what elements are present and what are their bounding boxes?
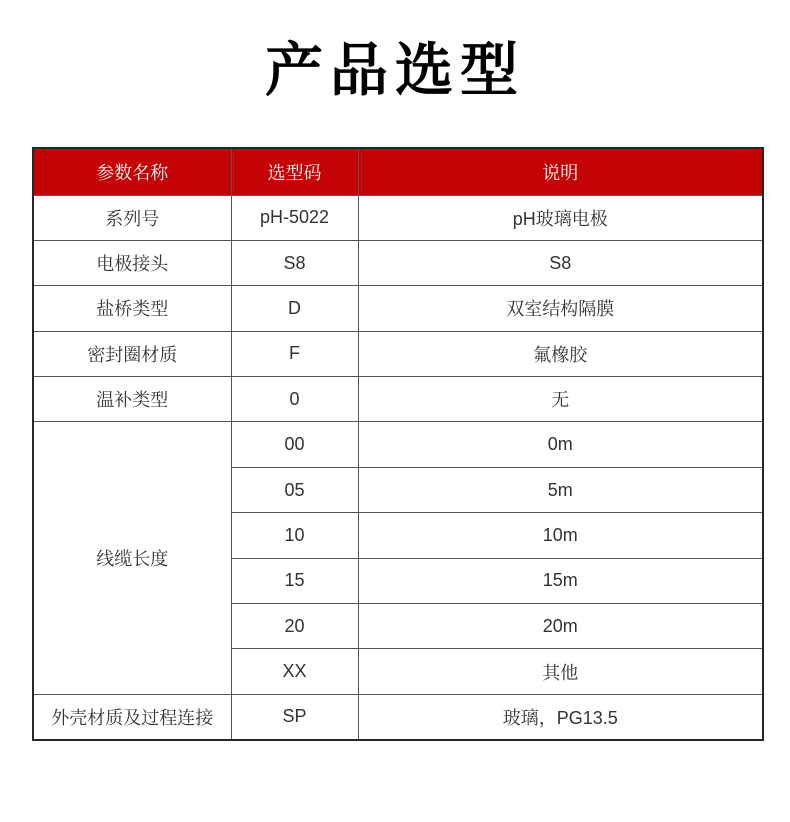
cell-param: 外壳材质及过程连接 — [33, 694, 231, 739]
cell-code: 15 — [231, 558, 358, 603]
cell-desc: S8 — [358, 240, 763, 285]
cell-desc: 10m — [358, 513, 763, 558]
table-row-housing-process-connection — [33, 694, 763, 739]
table-row-connector — [33, 240, 763, 285]
cell-desc: 15m — [358, 558, 763, 603]
cell-code: D — [231, 286, 358, 331]
cell-desc: 0m — [358, 422, 763, 467]
cell-param: 盐桥类型 — [33, 286, 231, 331]
header-cell-selection-code: 选型码 — [231, 148, 358, 195]
cell-param: 温补类型 — [33, 377, 231, 422]
cell-code: SP — [231, 694, 358, 739]
table-row-cable-length-00 — [33, 422, 763, 467]
cell-desc: 氟橡胶 — [358, 331, 763, 376]
cell-code: 10 — [231, 513, 358, 558]
cell-param: 系列号 — [33, 195, 231, 240]
header-cell-description: 说明 — [358, 148, 763, 195]
cell-desc: 无 — [358, 377, 763, 422]
cell-code: 0 — [231, 377, 358, 422]
cell-param-cable-length: 线缆长度 — [33, 422, 231, 694]
cell-desc: 玻璃，PG13.5 — [358, 694, 763, 739]
cell-param: 电极接头 — [33, 240, 231, 285]
cell-code: XX — [231, 649, 358, 694]
cell-desc: 双室结构隔膜 — [358, 286, 763, 331]
cell-desc: pH玻璃电极 — [358, 195, 763, 240]
table-row-temp-compensation — [33, 377, 763, 422]
table-header-row — [33, 148, 763, 195]
cell-code: S8 — [231, 240, 358, 285]
cell-desc: 20m — [358, 604, 763, 649]
table-row-seal-material — [33, 331, 763, 376]
cell-desc: 其他 — [358, 649, 763, 694]
cell-desc: 5m — [358, 467, 763, 512]
cell-code: pH-5022 — [231, 195, 358, 240]
header-cell-param-name: 参数名称 — [33, 148, 231, 195]
table-row-series — [33, 195, 763, 240]
cell-code: 05 — [231, 467, 358, 512]
cell-param: 密封圈材质 — [33, 331, 231, 376]
product-selection-table — [32, 147, 764, 741]
table-row-salt-bridge — [33, 286, 763, 331]
cell-code: F — [231, 331, 358, 376]
cell-code: 00 — [231, 422, 358, 467]
page-title: 产品选型 — [264, 38, 525, 103]
cell-code: 20 — [231, 604, 358, 649]
